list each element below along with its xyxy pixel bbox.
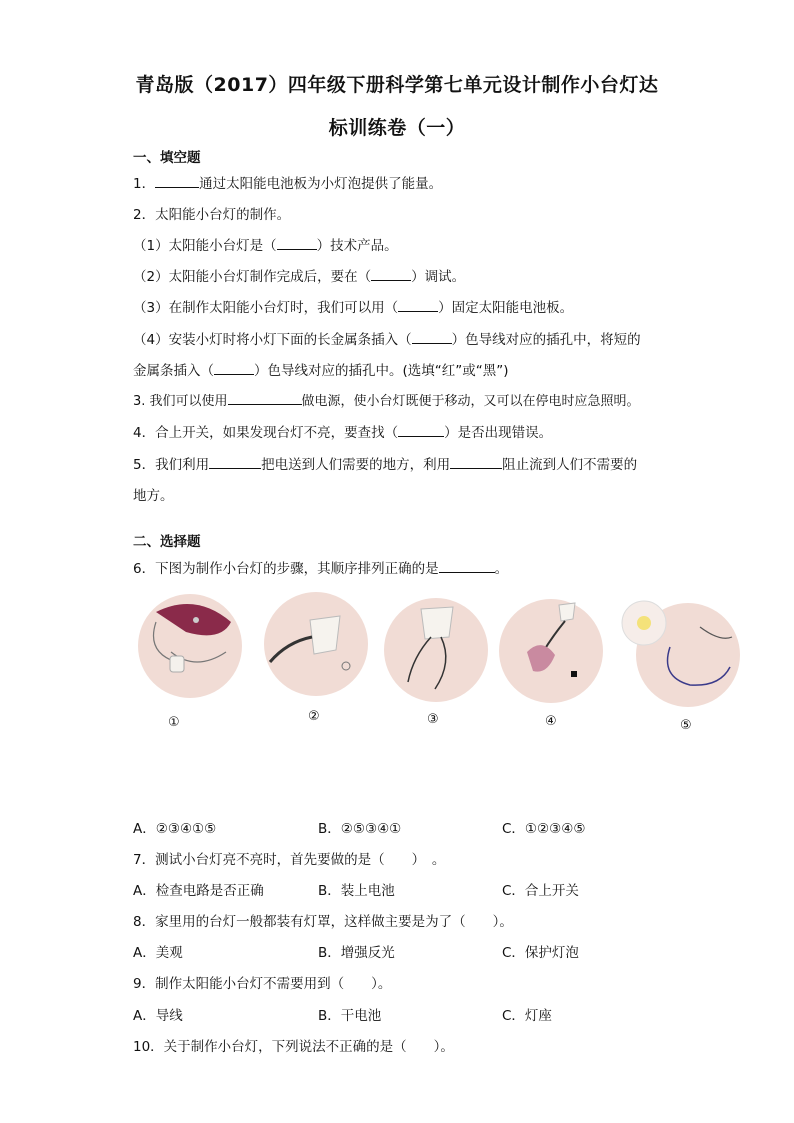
document-title-line2: 标训练卷（一） [328, 117, 466, 139]
q6-option-a[interactable]: A．②③④①⑤ [133, 821, 217, 837]
q7-option-b[interactable]: B．装上电池 [318, 883, 395, 899]
step-image-1 [136, 592, 244, 700]
step-label-2: ② [308, 709, 320, 724]
answer-blank[interactable] [439, 560, 495, 573]
question-8: 8．家里用的台灯一般都装有灯罩，这样做主要是为了（ ）。 [133, 914, 513, 930]
question-2-2: （2）太阳能小台灯制作完成后，要在（ ）调试。 [133, 269, 466, 285]
q8-option-c[interactable]: C．保护灯泡 [502, 945, 579, 961]
q9-option-a[interactable]: A．导线 [133, 1008, 183, 1024]
question-7: 7．测试小台灯亮不亮时，首先要做的是（ ） 。 [133, 852, 446, 868]
q8-option-a[interactable]: A．美观 [133, 945, 183, 961]
q6-option-b[interactable]: B．②⑤③④① [318, 821, 402, 837]
answer-blank[interactable] [214, 362, 254, 375]
q6-option-c[interactable]: C．①②③④⑤ [502, 821, 586, 837]
question-2-1: （1）太阳能小台灯是（ ）技术产品。 [133, 238, 398, 254]
q8-option-b[interactable]: B．增强反光 [318, 945, 395, 961]
question-1: 1． 通过太阳能电池板为小灯泡提供了能量。 [133, 176, 443, 192]
question-5: 5．我们利用 把电送到人们需要的地方，利用 阻止流到人们不需要的 [133, 457, 638, 473]
question-4: 4．合上开关，如果发现台灯不亮，要查找（ ）是否出现错误。 [133, 425, 553, 441]
step-label-5: ⑤ [680, 718, 692, 733]
step-image-3 [383, 597, 489, 703]
document-title-line1: 青岛版（2017）四年级下册科学第七单元设计制作小台灯达 [135, 74, 659, 96]
question-2-4: （4）安装小灯时将小灯下面的长金属条插入（ ）色导线对应的插孔中，将短的 [133, 332, 641, 348]
question-2-3: （3）在制作太阳能小台灯时，我们可以用（ ）固定太阳能电池板。 [133, 300, 574, 316]
answer-blank[interactable] [398, 299, 438, 312]
section1-heading: 一、填空题 [133, 150, 201, 166]
answer-blank[interactable] [209, 456, 261, 469]
answer-blank[interactable] [412, 331, 452, 344]
answer-blank[interactable] [371, 268, 411, 281]
q7-option-a[interactable]: A．检查电路是否正确 [133, 883, 264, 899]
answer-blank[interactable] [155, 175, 199, 188]
step-image-2 [262, 592, 370, 700]
question-5-continued: 地方。 [133, 488, 174, 504]
question-10: 10．关于制作小台灯，下列说法不正确的是（ ）。 [133, 1039, 454, 1055]
question-2: 2．太阳能小台灯的制作。 [133, 207, 291, 223]
step-label-3: ③ [427, 712, 439, 727]
step-image-4 [497, 597, 605, 705]
question-6: 6．下图为制作小台灯的步骤，其顺序排列正确的是 。 [133, 561, 509, 577]
step-label-4: ④ [545, 714, 557, 729]
answer-blank[interactable] [277, 237, 317, 250]
q9-option-c[interactable]: C．灯座 [502, 1008, 552, 1024]
question-9: 9．制作太阳能小台灯不需要用到（ ）。 [133, 976, 392, 992]
question-2-4-continued: 金属条插入（ ）色导线对应的插孔中。(选填“红”或“黑”) [133, 363, 509, 379]
q9-option-b[interactable]: B．干电池 [318, 1008, 382, 1024]
question-3: 3. 我们可以使用 做电源，使小台灯既便于移动，又可以在停电时应急照明。 [133, 394, 640, 409]
answer-blank[interactable] [398, 424, 444, 437]
step-image-5 [620, 597, 744, 709]
step-label-1: ① [168, 715, 180, 730]
answer-blank[interactable] [450, 456, 502, 469]
answer-blank[interactable] [228, 392, 302, 405]
section2-heading: 二、选择题 [133, 534, 201, 550]
q7-option-c[interactable]: C．合上开关 [502, 883, 579, 899]
